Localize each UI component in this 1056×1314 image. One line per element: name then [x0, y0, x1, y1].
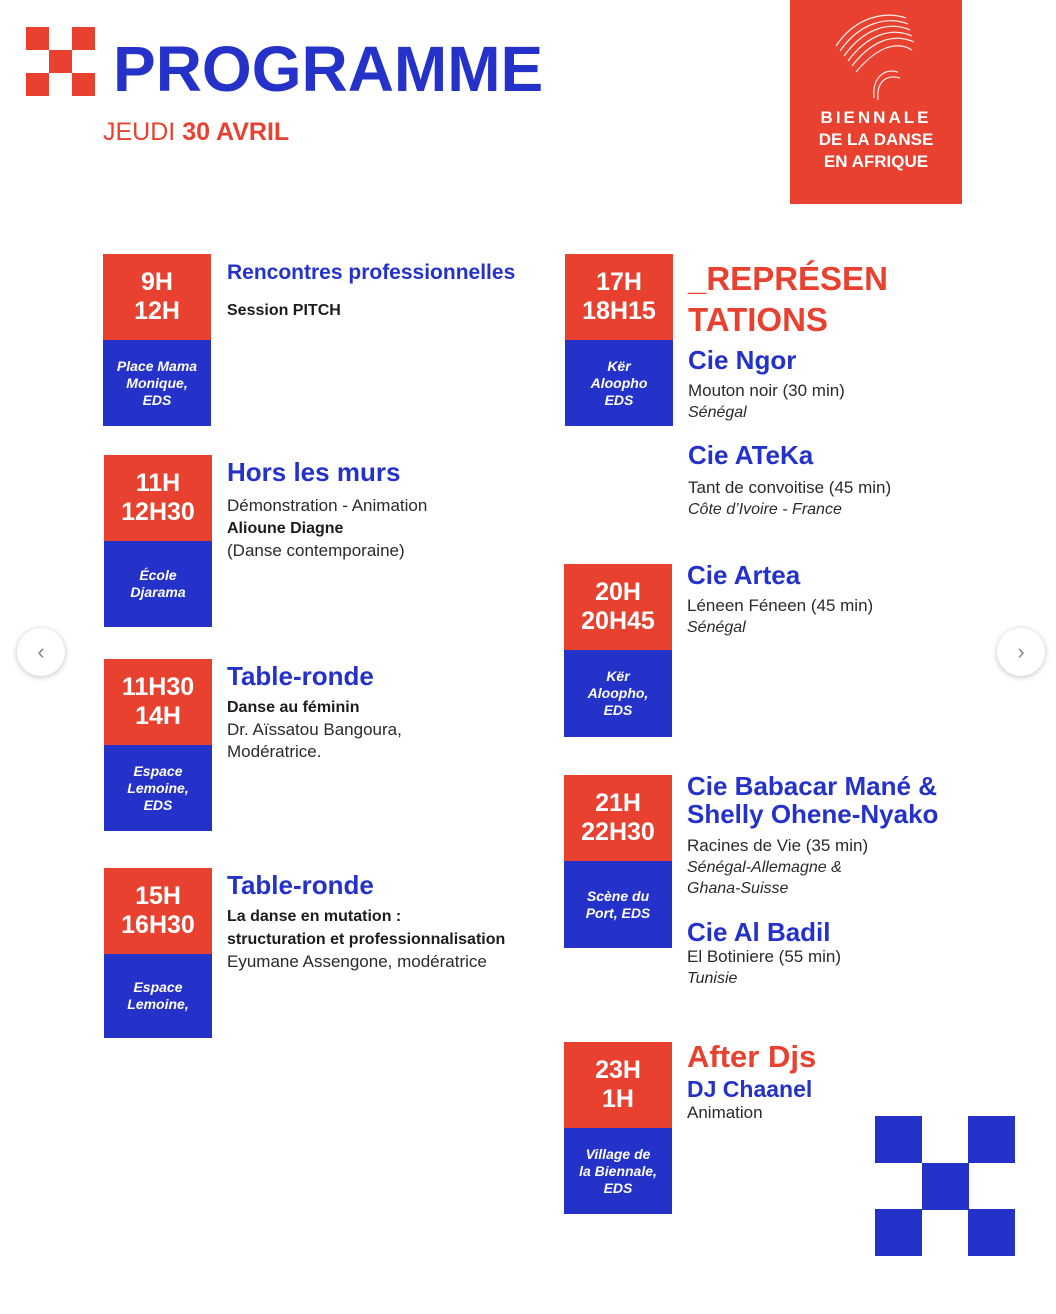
- logo-line-2: DE LA DANSE: [818, 130, 934, 149]
- checker-decoration-icon: [875, 1116, 1015, 1256]
- time-block: [564, 775, 672, 948]
- next-slide-button[interactable]: [997, 628, 1045, 676]
- date-main: 30 AVRIL: [182, 118, 290, 146]
- show-title: Léneen Féneen (45 min): [687, 596, 874, 615]
- venue-line: Kër: [606, 668, 630, 684]
- show-title: Racines de Vie (35 min): [687, 836, 869, 855]
- show-country: Sénégal: [687, 619, 746, 636]
- event-rencontres: [227, 262, 547, 322]
- event-table-ronde-1: [227, 662, 547, 763]
- show-country: Côte d’Ivoire - France: [688, 501, 842, 518]
- logo-line-3: EN AFRIQUE: [823, 152, 929, 171]
- event-line: Eyumane Assengone, modératrice: [227, 952, 487, 971]
- venue-line: Djarama: [130, 584, 186, 600]
- event-after-djs: [687, 1038, 1027, 1124]
- dj-name: DJ Chaanel: [687, 1076, 813, 1102]
- section-representations: [688, 258, 1028, 340]
- chevron-left-icon: ‹: [37, 639, 45, 664]
- start-time: 23H: [595, 1056, 641, 1084]
- show-country: Tunisie: [687, 970, 738, 987]
- biennale-logo: [790, 0, 962, 204]
- time-block: [565, 254, 673, 426]
- company-name: Cie Ngor: [688, 345, 797, 375]
- end-time: 1H: [602, 1085, 634, 1113]
- end-time: 22H30: [581, 818, 655, 846]
- start-time: 21H: [595, 789, 641, 817]
- event-cie-babacar: [687, 772, 1047, 899]
- event-cie-albadil: [687, 918, 1027, 989]
- event-title: Table-ronde: [227, 661, 374, 691]
- venue-line: EDS: [604, 391, 634, 408]
- time-block: [104, 659, 212, 831]
- event-title: Hors les murs: [227, 457, 401, 487]
- event-hors-les-murs: [227, 458, 547, 562]
- event-line: Danse au féminin: [227, 699, 360, 716]
- dancer-lines-icon: [826, 6, 926, 106]
- dj-note: Animation: [687, 1103, 763, 1122]
- time-block: [564, 1042, 672, 1214]
- show-title: Tant de convoitise (45 min): [688, 478, 892, 497]
- venue-line: Monique,: [126, 374, 188, 391]
- event-line: structuration et professionnalisation: [227, 931, 506, 948]
- company-name: Cie Al Badil: [687, 917, 831, 947]
- venue-line: Kër: [607, 357, 631, 374]
- event-table-ronde-2: [227, 871, 557, 973]
- event-line: Modératrice.: [227, 742, 322, 761]
- page-title: PROGRAMME: [113, 33, 544, 105]
- venue-line: Port, EDS: [585, 904, 651, 921]
- event-line: Démonstration - Animation: [227, 496, 428, 515]
- venue-line: EDS: [603, 702, 633, 718]
- venue-line: Aloopho,: [587, 685, 649, 701]
- section-heading: _REPRÉSEN: [688, 260, 888, 297]
- venue-line: Aloopho: [590, 374, 648, 391]
- section-heading: TATIONS: [688, 301, 828, 338]
- event-date: [103, 117, 289, 147]
- event-line: La danse en mutation :: [227, 908, 402, 925]
- checker-logo-icon: [26, 27, 95, 96]
- logo-line-1: BIENNALE: [820, 108, 932, 127]
- end-time: 12H30: [121, 498, 195, 526]
- event-line: Dr. Aïssatou Bangoura,: [227, 720, 402, 739]
- venue-line: Lemoine,: [127, 779, 189, 796]
- end-time: 16H30: [121, 911, 195, 939]
- venue-line: EDS: [603, 1179, 633, 1196]
- venue-line: École: [139, 567, 177, 583]
- venue-line: Village de: [585, 1145, 651, 1162]
- time-block: [104, 868, 212, 1038]
- venue-line: Lemoine,: [127, 996, 189, 1012]
- event-title: Table-ronde: [227, 870, 374, 900]
- start-time: 17H: [596, 268, 642, 296]
- end-time: 20H45: [581, 607, 655, 635]
- venue-line: Espace: [133, 979, 183, 995]
- prev-slide-button[interactable]: [17, 628, 65, 676]
- event-line: (Danse contemporaine): [227, 541, 405, 560]
- venue-line: Place Mama: [116, 357, 198, 374]
- show-title: Mouton noir (30 min): [688, 381, 845, 400]
- section-heading: After Djs: [687, 1039, 817, 1074]
- start-time: 15H: [135, 882, 181, 910]
- start-time: 11H: [135, 469, 181, 497]
- time-block: [103, 254, 211, 426]
- event-cie-artea: [687, 561, 1027, 638]
- end-time: 12H: [134, 297, 180, 325]
- company-name: Cie ATeKa: [688, 440, 814, 470]
- venue-line: EDS: [142, 391, 172, 408]
- show-title: El Botiniere (55 min): [687, 947, 842, 966]
- company-name: Cie Babacar Mané &: [687, 771, 937, 801]
- company-name: Shelly Ohene-Nyako: [687, 799, 939, 829]
- event-cie-ateka: [688, 441, 1028, 520]
- show-country: Sénégal: [688, 404, 747, 421]
- start-time: 11H30: [121, 673, 195, 701]
- event-title: Rencontres professionnelles: [227, 261, 516, 284]
- venue-line: Espace: [133, 762, 183, 779]
- end-time: 18H15: [582, 297, 656, 325]
- chevron-right-icon: ›: [1017, 639, 1025, 664]
- start-time: 9H: [141, 268, 173, 296]
- time-block: [564, 564, 672, 737]
- show-country: Ghana-Suisse: [687, 880, 789, 897]
- venue-line: EDS: [143, 796, 173, 813]
- venue-line: Scène du: [586, 887, 650, 904]
- venue-line: la Biennale,: [579, 1162, 657, 1179]
- company-name: Cie Artea: [687, 560, 801, 590]
- event-cie-ngor: [688, 346, 1028, 423]
- end-time: 14H: [135, 702, 181, 730]
- event-line: Session PITCH: [227, 302, 341, 319]
- show-country: Sénégal-Allemagne &: [687, 859, 842, 876]
- start-time: 20H: [595, 578, 641, 606]
- time-block: [104, 455, 212, 627]
- date-day: JEUDI: [103, 118, 176, 146]
- event-line: Alioune Diagne: [227, 520, 344, 537]
